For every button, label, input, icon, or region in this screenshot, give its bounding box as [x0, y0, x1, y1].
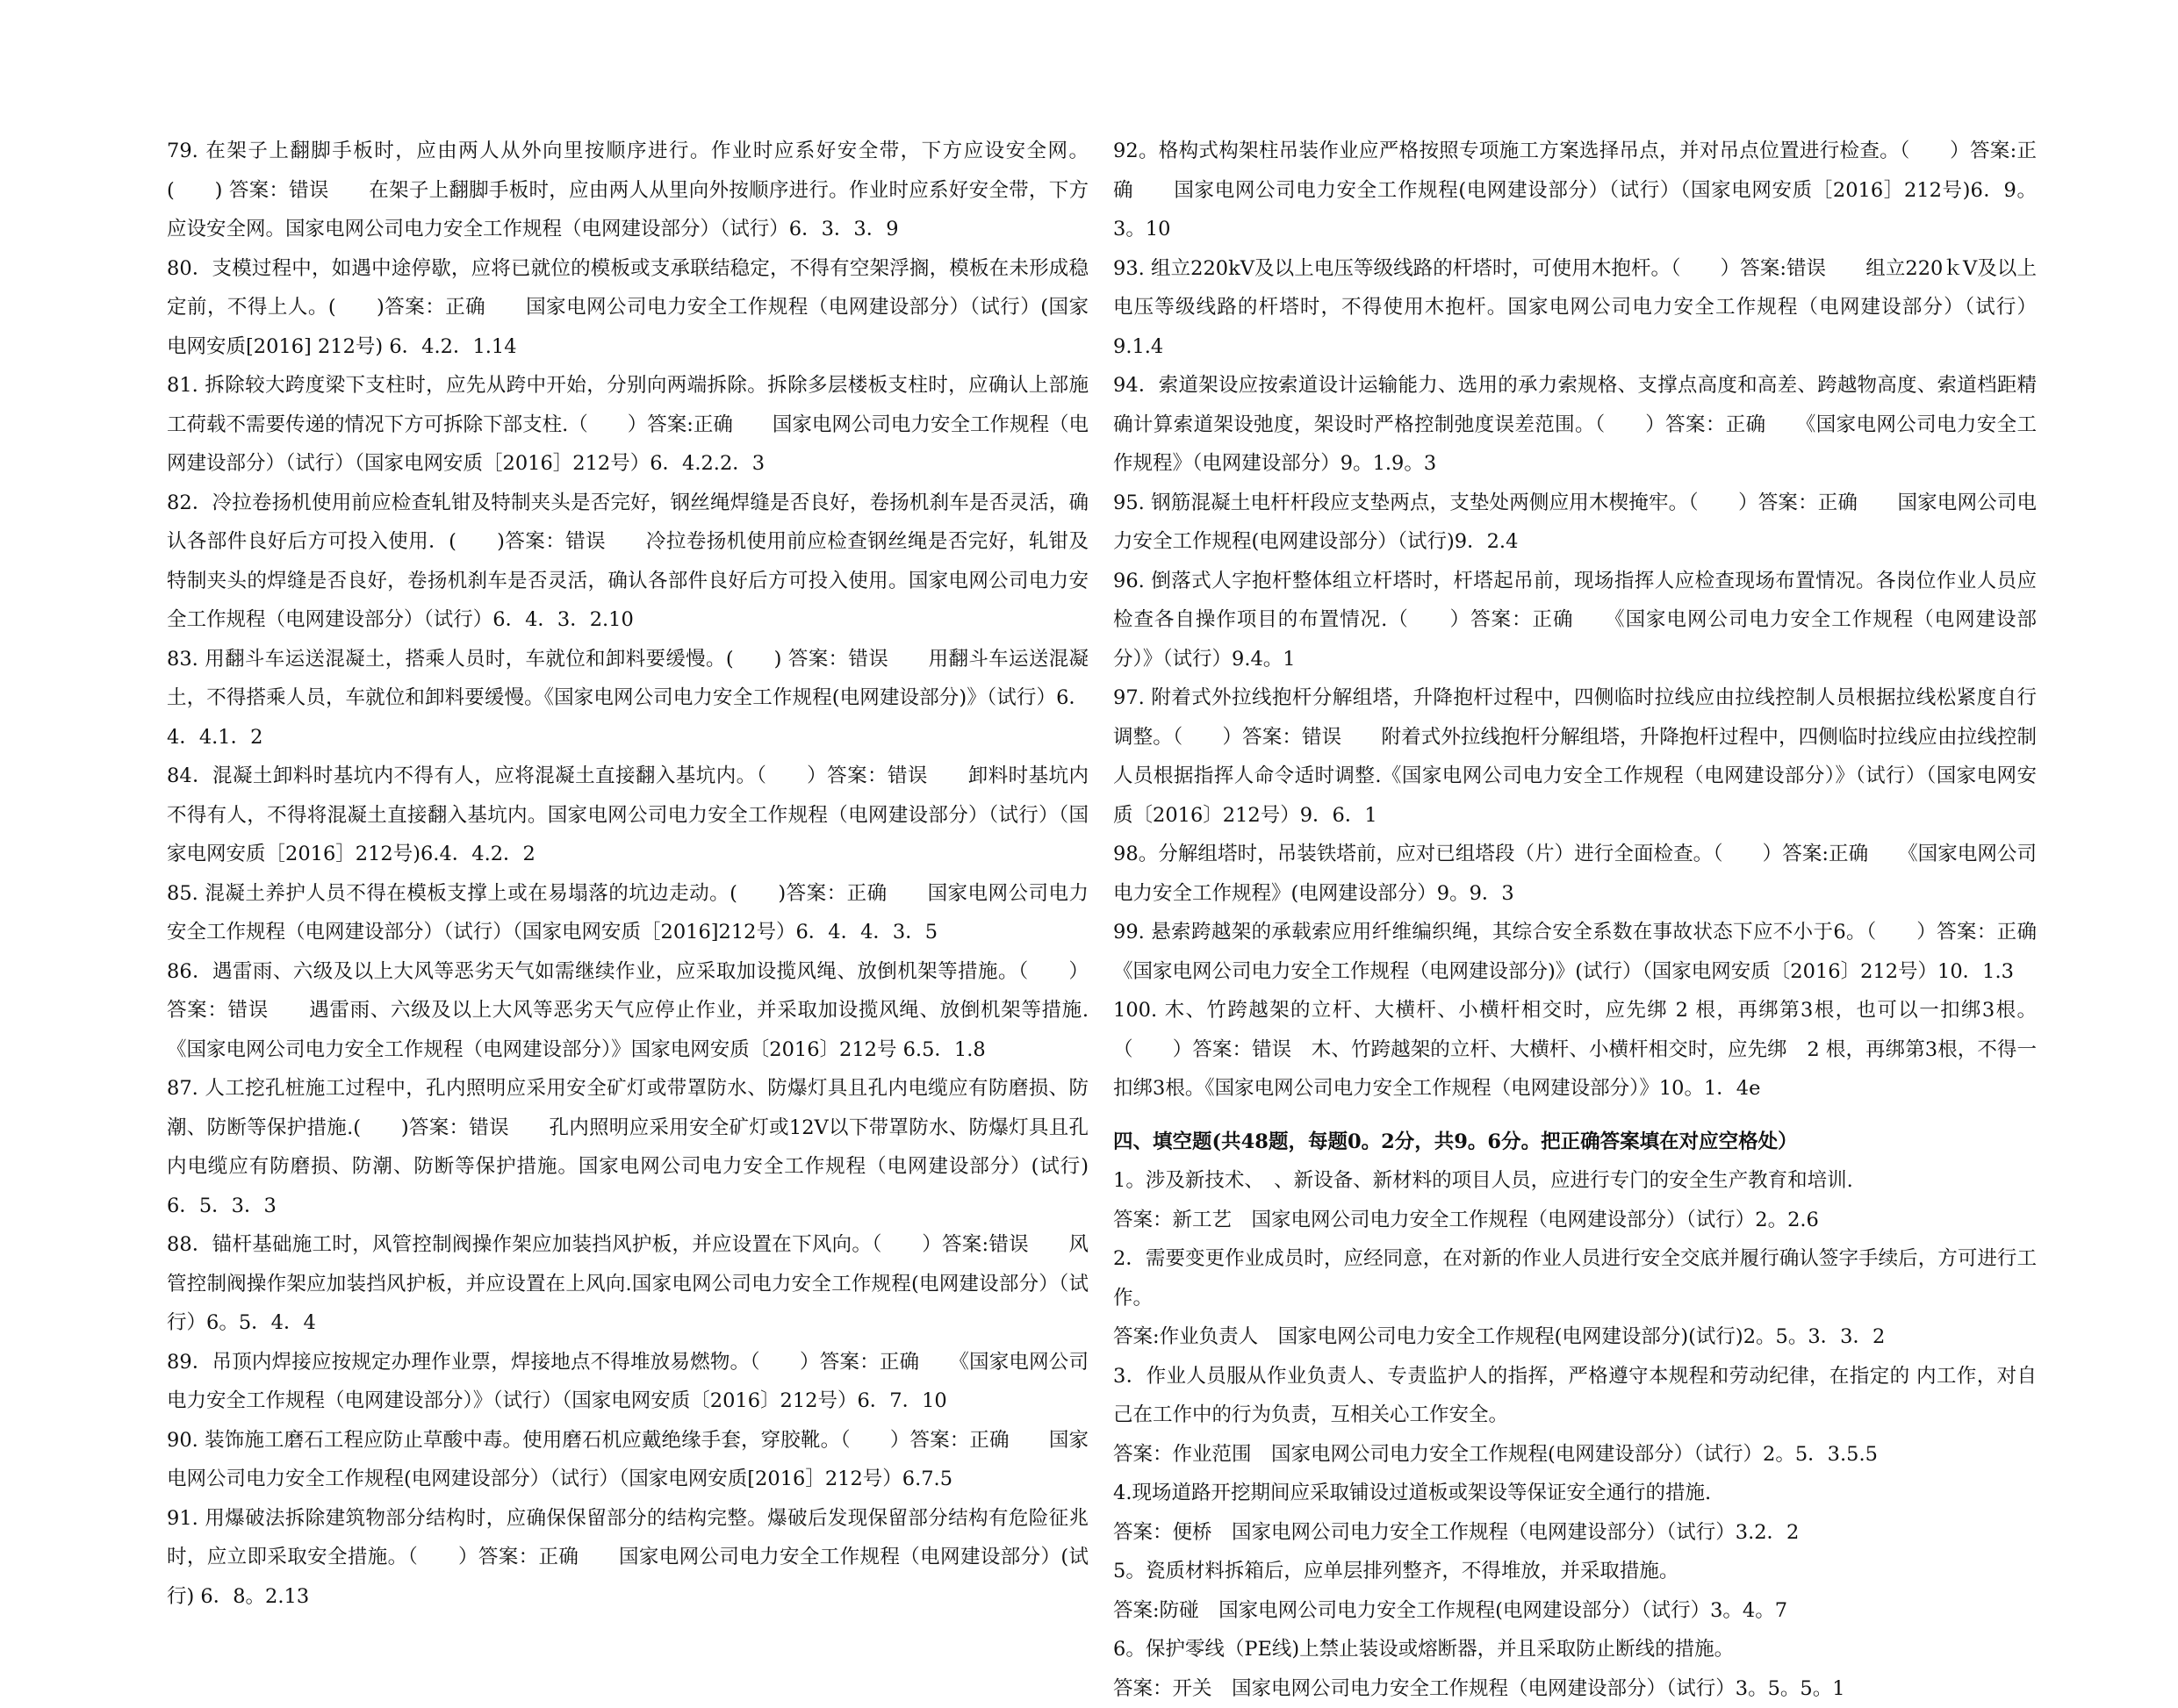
- fill-question-2: 2．需要变更作业成员时，应经同意，在对新的作业人员进行安全交底并履行确认签字手续后，方可进行工作。: [1113, 1239, 2037, 1317]
- question-88: 88．锚杆基础施工时，风管控制阀操作架应加装挡风护板，并应设置在下风向。（ ）答案:错误 风管控制阀操作架应加装挡风护板，并应设置在上风向.国家电网公司电力安全工作规程(电网建设部分）（试行）6。5．4．4: [167, 1225, 1089, 1343]
- question-94: 94．索道架设应按索道设计运输能力、选用的承力索规格、支撑点高度和高差、跨越物高度、索道档距精确计算索道架设弛度，架设时严格控制弛度误差范围。（ ）答案：正确 《国家电网公司电力安全工作规程》（电网建设部分）9。1.9。3: [1113, 366, 2037, 484]
- fill-answer-6: 答案：开关 国家电网公司电力安全工作规程（电网建设部分）（试行）3。5。5。1: [1113, 1669, 2037, 1708]
- question-96: 96. 倒落式人字抱杆整体组立杆塔时，杆塔起吊前，现场指挥人应检查现场布置情况。各岗位作业人员应检查各自操作项目的布置情况.（ ）答案：正确 《国家电网公司电力安全工作规程（电网建设部分）》（试行）9.4。1: [1113, 562, 2037, 679]
- fill-question-5: 5。瓷质材料拆箱后，应单层排列整齐，不得堆放，并采取措施。: [1113, 1552, 2037, 1591]
- question-79: 79. 在架子上翻脚手板时，应由两人从外向里按顺序进行。作业时应系好安全带，下方应设安全网。( ) 答案：错误 在架子上翻脚手板时，应由两人从里向外按顺序进行。作业时应系好安全带，下方应设安全网。国家电网公司电力安全工作规程（电网建设部分）（试行）6．3．3．9: [167, 132, 1089, 249]
- fill-question-1: 1。涉及新技术、 、新设备、新材料的项目人员，应进行专门的安全生产教育和培训.: [1113, 1161, 2037, 1201]
- fill-answer-1: 答案：新工艺 国家电网公司电力安全工作规程（电网建设部分）（试行）2。2.6: [1113, 1201, 2037, 1240]
- section-spacer: [1113, 1109, 2037, 1123]
- fill-answer-3: 答案：作业范围 国家电网公司电力安全工作规程(电网建设部分）（试行）2。5．3.5.5: [1113, 1435, 2037, 1475]
- fill-question-3: 3．作业人员服从作业负责人、专责监护人的指挥，严格遵守本规程和劳动纪律，在指定的 内工作，对自己在工作中的行为负责，互相关心工作安全。: [1113, 1357, 2037, 1435]
- question-80: 80．支模过程中，如遇中途停歇，应将已就位的模板或支承联结稳定，不得有空架浮搁，模板在未形成稳定前，不得上人。( )答案：正确 国家电网公司电力安全工作规程（电网建设部分）（试行）(国家电网安质[2016] 212号) 6．4.2．1.14: [167, 249, 1089, 367]
- question-99: 99. 悬索跨越架的承载索应用纤维编织绳，其综合安全系数在事故状态下应不小于6。（ ）答案：正确 《国家电网公司电力安全工作规程（电网建设部分)》(试行）（国家电网安质〔2016〕212号）10．1.3: [1113, 913, 2037, 991]
- question-87: 87. 人工挖孔桩施工过程中，孔内照明应采用安全矿灯或带罩防水、防爆灯具且孔内电缆应有防磨损、防潮、防断等保护措施.( )答案：错误 孔内照明应采用安全矿灯或12V以下带罩防水、防爆灯具且孔内电缆应有防磨损、防潮、防断等保护措施。国家电网公司电力安全工作规程（电网建设部分）(试行) 6．5．3．3: [167, 1069, 1089, 1225]
- question-90: 90. 装饰施工磨石工程应防止草酸中毒。使用磨石机应戴绝缘手套，穿胶靴。（ ）答案：正确 国家电网公司电力安全工作规程(电网建设部分）（试行）（国家电网安质[2016］212号）6.7.5: [167, 1421, 1089, 1499]
- question-89: 89．吊顶内焊接应按规定办理作业票，焊接地点不得堆放易燃物。（ ）答案：正确 《国家电网公司电力安全工作规程（电网建设部分）》（试行）（国家电网安质〔2016〕212号）6．7．10: [167, 1343, 1089, 1421]
- right-column: [1113, 132, 2037, 1708]
- question-81: 81. 拆除较大跨度梁下支柱时，应先从跨中开始，分别向两端拆除。拆除多层楼板支柱时，应确认上部施工荷载不需要传递的情况下方可拆除下部支柱.（ ）答案:正确 国家电网公司电力安全工作规程（电网建设部分）（试行）（国家电网安质［2016］212号）6．4.2.2．3: [167, 366, 1089, 484]
- fill-answer-2: 答案:作业负责人 国家电网公司电力安全工作规程(电网建设部分)(试行)2。5。3．3．2: [1113, 1317, 2037, 1357]
- question-85: 85. 混凝土养护人员不得在模板支撑上或在易塌落的坑边走动。( )答案：正确 国家电网公司电力安全工作规程（电网建设部分）（试行）（国家电网安质［2016]212号）6．4．4．3．5: [167, 874, 1089, 952]
- question-97: 97. 附着式外拉线抱杆分解组塔，升降抱杆过程中，四侧临时拉线应由拉线控制人员根据拉线松紧度自行调整。（ ）答案：错误 附着式外拉线抱杆分解组塔，升降抱杆过程中，四侧临时拉线应由拉线控制人员根据指挥人命令适时调整.《国家电网公司电力安全工作规程（电网建设部分）》（试行）（国家电网安质〔2016〕212号）9．6．1: [1113, 678, 2037, 835]
- question-100: 100. 木、竹跨越架的立杆、大横杆、小横杆相交时，应先绑 2 根，再绑第3根，也可以一扣绑3根。（ ）答案：错误 木、竹跨越架的立杆、大横杆、小横杆相交时，应先绑 2 根，再绑第3根，不得一扣绑3根。《国家电网公司电力安全工作规程（电网建设部分）》10。1．4e: [1113, 991, 2037, 1109]
- question-91: 91. 用爆破法拆除建筑物部分结构时，应确保保留部分的结构完整。爆破后发现保留部分结构有危险征兆时，应立即采取安全措施。（ ）答案：正确 国家电网公司电力安全工作规程（电网建设部分）(试行) 6．8。2.13: [167, 1499, 1089, 1617]
- section-heading: 四、填空题(共48题，每题0。2分，共9。6分。把正确答案填在对应空格处）: [1113, 1123, 2037, 1162]
- question-83: 83. 用翻斗车运送混凝土，搭乘人员时，车就位和卸料要缓慢。( ) 答案：错误 用翻斗车运送混凝土，不得搭乘人员，车就位和卸料要缓慢。《国家电网公司电力安全工作规程(电网建设部分)》（试行）6．4．4.1．2: [167, 640, 1089, 757]
- fill-question-6: 6。保护零线（PE线)上禁止装设或熔断器，并且采取防止断线的措施。: [1113, 1630, 2037, 1669]
- question-93: 93. 组立220kV及以上电压等级线路的杆塔时，可使用木抱杆。（ ）答案:错误 组立220ｋV及以上电压等级线路的杆塔时，不得使用木抱杆。国家电网公司电力安全工作规程（电网建设部分）（试行）9.1.4: [1113, 249, 2037, 367]
- question-84: 84．混凝土卸料时基坑内不得有人，应将混凝土直接翻入基坑内。（ ）答案：错误 卸料时基坑内不得有人，不得将混凝土直接翻入基坑内。国家电网公司电力安全工作规程（电网建设部分）（试行）（国家电网安质［2016］212号)6.4．4.2．2: [167, 757, 1089, 874]
- fill-answer-5: 答案:防碰 国家电网公司电力安全工作规程(电网建设部分）（试行）3。4。7: [1113, 1591, 2037, 1631]
- fill-answer-4: 答案：便桥 国家电网公司电力安全工作规程（电网建设部分）（试行）3.2．2: [1113, 1513, 2037, 1553]
- question-98: 98。分解组塔时，吊装铁塔前，应对已组塔段（片）进行全面检查。（ ）答案:正确 《国家电网公司电力安全工作规程》(电网建设部分）9。9．3: [1113, 835, 2037, 913]
- question-86: 86．遇雷雨、六级及以上大风等恶劣天气如需继续作业，应采取加设揽风绳、放倒机架等措施。（ ）答案：错误 遇雷雨、六级及以上大风等恶劣天气应停止作业，并采取加设揽风绳、放倒机架等措施.《国家电网公司电力安全工作规程（电网建设部分）》国家电网安质〔2016〕212号 6.5．1.8: [167, 952, 1089, 1070]
- fill-question-4: 4.现场道路开挖期间应采取铺设过道板或架设等保证安全通行的措施.: [1113, 1474, 2037, 1513]
- left-column: [167, 132, 1089, 1616]
- question-82: 82．冷拉卷扬机使用前应检查轧钳及特制夹头是否完好，钢丝绳焊缝是否良好，卷扬机刹车是否灵活，确认各部件良好后方可投入使用．( )答案：错误 冷拉卷扬机使用前应检查钢丝绳是否完好，轧钳及特制夹头的焊缝是否良好，卷扬机刹车是否灵活，确认各部件良好后方可投入使用。国家电网公司电力安全工作规程（电网建设部分）（试行）6．4．3．2.10: [167, 484, 1089, 640]
- question-95: 95. 钢筋混凝土电杆杆段应支垫两点，支垫处两侧应用木楔掩牢。（ ）答案：正确 国家电网公司电力安全工作规程(电网建设部分）（试行)9．2.4: [1113, 484, 2037, 562]
- question-92: 92。格构式构架柱吊装作业应严格按照专项施工方案选择吊点，并对吊点位置进行检查。（ ）答案:正确 国家电网公司电力安全工作规程(电网建设部分）（试行）（国家电网安质［2016］212号)6．9。3。10: [1113, 132, 2037, 249]
